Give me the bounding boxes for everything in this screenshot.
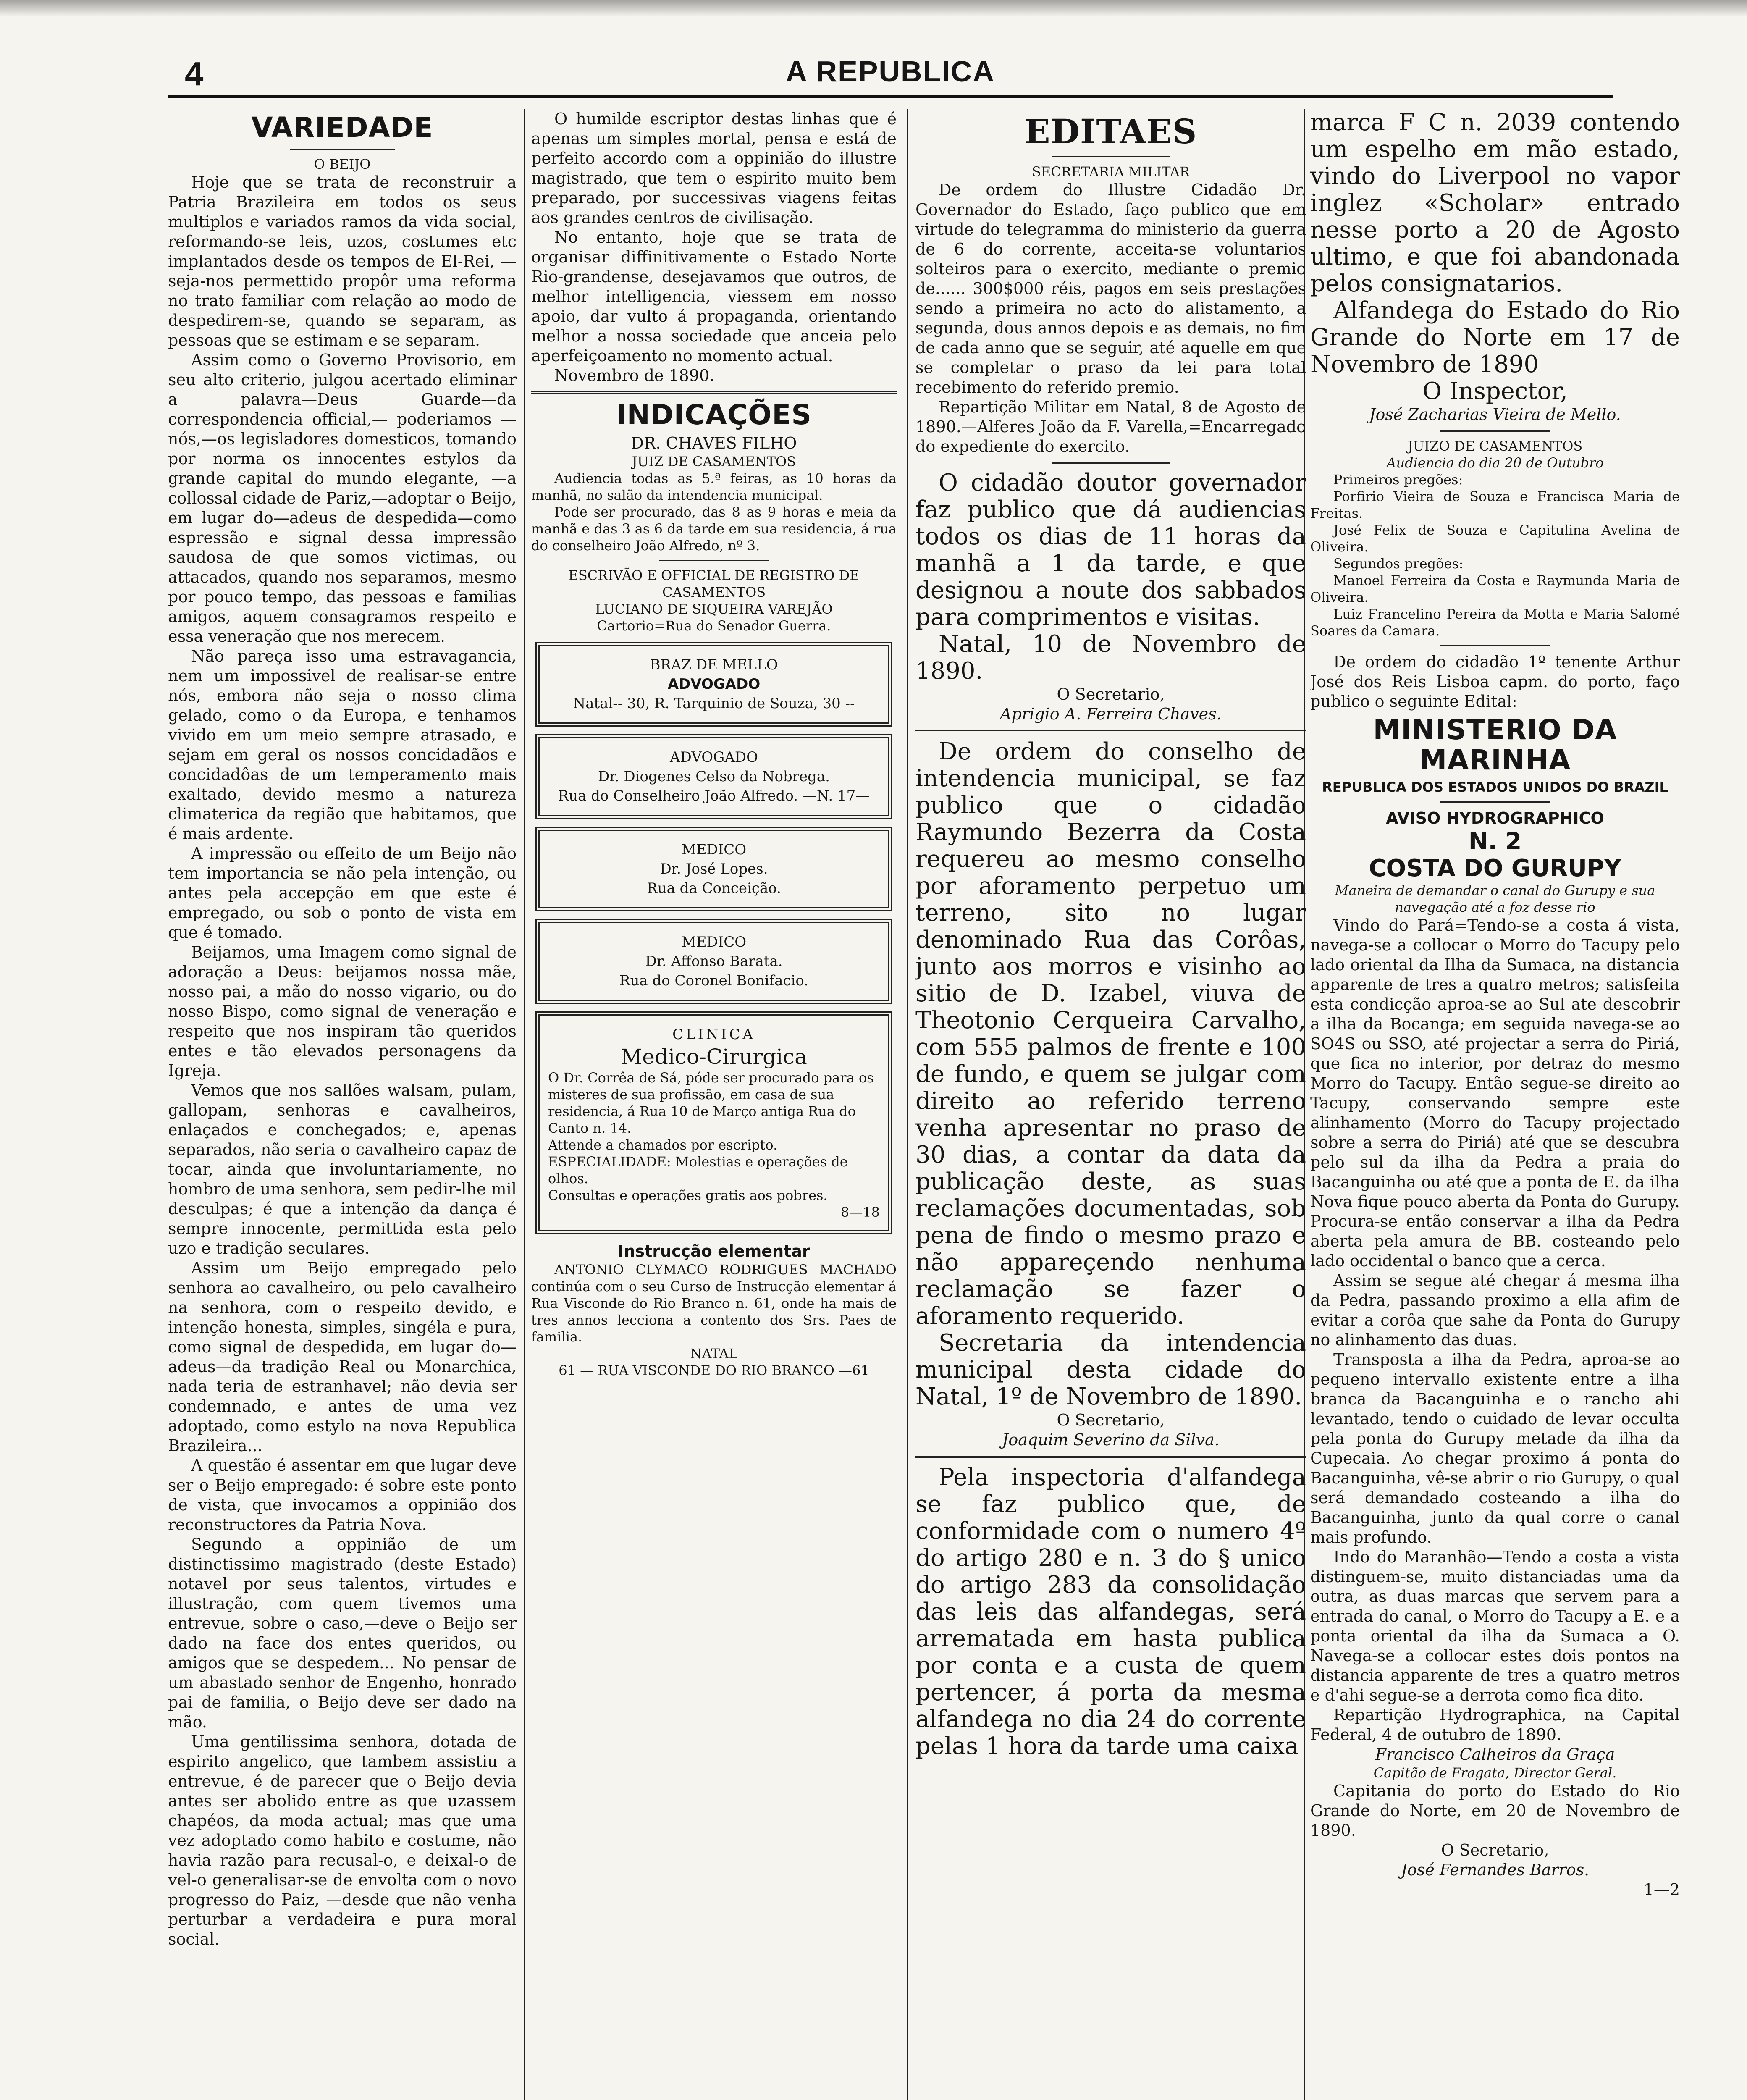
section-subheading: SECRETARIA MILITAR bbox=[1031, 164, 1190, 180]
registrar-office: Cartorio=Rua do Senador Guerra. bbox=[597, 618, 831, 634]
business-card bbox=[535, 919, 892, 1004]
card-address: Natal-- 30, R. Tarquinio de Souza, 30 -- bbox=[573, 695, 855, 712]
registrar-title: ESCRIVÃO E OFFICIAL DE REGISTRO DE CASAMENTOS bbox=[568, 567, 860, 600]
article-paragraph: A impressão ou effeito de um Beijo não tem importancia se não pela intenção, ou antes pela accepção em que este é empregado, ou sob o ponto de vista em que é tomado. bbox=[168, 844, 517, 942]
wedding-line: Porfirio Vieira de Souza e Francisca Maria de Freitas. bbox=[1310, 488, 1680, 521]
wedding-line: Segundos pregões: bbox=[1333, 556, 1464, 572]
header-rule bbox=[168, 94, 1613, 98]
notice-paragraph: Assim se segue até chegar á mesma ilha da Pedra, passando proximo a ella afim de evitar a corôa que sahe da Ponta do Gurupy no alinhamento das duas. bbox=[1310, 1271, 1680, 1349]
article-title: O BEIJO bbox=[314, 156, 371, 172]
article-paragraph: Uma gentilissima senhora, dotada de espirito angelico, que tambem assistiu a entrevue, é de parecer que o Beijo devia antes ser abolido entre as que uzassem chapéos, da moda actual; mas que uma vez adoptado como habito e costume, não havia razão para recusal-o, e deixal-o de vel-o generalisar-se de envolta com o novo progresso do Paiz, —desde que não venha perturbar a verdadeira e pura moral social. bbox=[168, 1732, 517, 1948]
judge-name: DR. CHAVES FILHO bbox=[631, 434, 797, 452]
divider bbox=[1440, 645, 1550, 646]
notice-sign: Repartição Hydrographica, na Capital Federal, 4 de outubro de 1890. bbox=[1310, 1706, 1680, 1744]
article-paragraph: Vemos que nos sallões walsam, pulam, gallopam, senhoras e cavalheiros, enlaçados e conchegados; e, apenas separados, não seria o cavalheiro capaz de tocar, ainda que involuntariamente, no hombro de uma senhora, sem pedir-lhe mil desculpas; é que a intenção da dança é sempre innocente, permittida esta pelo uzo e tradição seculares. bbox=[168, 1081, 517, 1257]
wedding-date: Audiencia do dia 20 de Outubro bbox=[1386, 455, 1604, 471]
divider bbox=[915, 1456, 1306, 1458]
card-address: Rua do Coronel Bonifacio. bbox=[619, 972, 809, 989]
secretary-name: Aprigio A. Ferreira Chaves. bbox=[1000, 705, 1222, 723]
wedding-line: Primeiros pregões: bbox=[1333, 472, 1463, 488]
wedding-line: José Felix de Souza e Capitulina Avelina de Oliveira. bbox=[1310, 522, 1680, 555]
clinic-specialty: ESPECIALIDADE: Molestias e operações de olhos. bbox=[548, 1154, 848, 1186]
card-name: Dr. José Lopes. bbox=[660, 861, 768, 877]
divider bbox=[1440, 430, 1550, 432]
clinic-body: O Dr. Corrêa de Sá, póde ser procurado para os misteres de sua profissão, em casa de sua residencia, á Rua 10 de Março antiga Rua do Canto n. 14. bbox=[548, 1070, 874, 1136]
notice-paragraph: De ordem do conselho de intendencia municipal, se faz publico que o cidadão Raymundo Bezerra da Costa requereu ao mesmo conselho por aforamento perpetuo um terreno, sito no lugar denominado Rua das Corôas, junto aos morros e visinho ao sitio de D. Izabel, viuva de Theotonio Cerqueira Carvalho, com 555 palmos de frente e 100 de fundo, e quem se julgar com direito ao referido terreno venha apresentar no praso de 30 dias, a contar da data da publicação deste, as suas reclamações documentadas, sob pena de findo o mesmo prazo e não appareçendo nenhuma reclamação se fazer o aforamento requerido. bbox=[915, 738, 1306, 1330]
business-card bbox=[535, 827, 892, 911]
notice-paragraph: Vindo do Pará=Tendo-se a costa á vista, navega-se a collocar o Morro do Tacupy pelo lado oriental da Ilha da Sumaca, na distancia apparente de tres a quatro metros; satisfeita esta condicção aproa-se ao Sul ate descobrir a ilha da Bocanga; em seguida navega-se ao SO4S ou SSO, até projectar a serra do Piriá, que fica no interior, por detraz do mesmo Morro do Tacupy. Então segue-se direito ao Tacupy, conservando sempre este alinhamento (Morro do Tacupy projectado sobre a serra do Piriá) até que se descubra pelo sul da ilha da Pedra a praia do Bacanguinha ou até que a ponta de E. da ilha Nova fique pouco aberta da Ponta do Gurupy. Procura-se então conservar a ilha da Pedra aberta pela amura de BB. costeando pelo lado occidental o banco que a cerca. bbox=[1310, 916, 1680, 1270]
article-paragraph: Hoje que se trata de reconstruir a Patria Brazileira em todos os seus multiplos e variados ramos da vida social, reformando-se leis, uzos, costumes etc implantados desde os tempos de El-Rei, —seja-nos permettido propôr uma reforma no trato familiar com relação ao modo de despedirem-se, quando se separam, as pessoas que se estimam e se separam. bbox=[168, 173, 517, 349]
clinic-ref: 8—18 bbox=[840, 1204, 880, 1220]
business-card bbox=[535, 642, 892, 727]
section-heading: VARIEDADE bbox=[251, 111, 433, 144]
wedding-line: Manoel Ferreira da Costa e Raymunda Maria de Oliveira. bbox=[1310, 572, 1680, 605]
column-variedade bbox=[168, 109, 517, 2100]
school-city: NATAL bbox=[690, 1346, 738, 1362]
card-address: Rua do Conselheiro João Alfredo. —N. 17— bbox=[558, 788, 870, 804]
notice-paragraph: marca F C n. 2039 contendo um espelho em mão estado, vindo do Liverpool no vapor inglez «Scholar» entrado nesse porto a 20 de Agosto ultimo, e que foi abandonada pelos consignatarios. bbox=[1310, 109, 1680, 297]
secretary-label: O Secretario, bbox=[1057, 1411, 1165, 1429]
article-paragraph: Segundo a oppinião de um distinctissimo magistrado (deste Estado) notavel por seus talentos, virtudes e illustração, com quem tivemos uma entrevue, sobre o caso,—deve o Beijo ser dado na face dos entes queridos, ou amigos que se despedem... No pensar de um abastado senhor de Engenho, honrado pai de familia, o Beijo deve ser dado na mão. bbox=[168, 1535, 517, 1731]
column-rule bbox=[907, 109, 908, 2100]
section-heading: INDICAÇÕES bbox=[616, 399, 812, 431]
article-paragraph: Não pareça isso uma estravagancia, nem um impossivel de realisar-se entre nós, embora não seja o nosso clima gelado, como o da Europa, e tenhamos vivido em um meio sempre atrasado, e sejam em geral os nossos concidadãos e concidadôas de um temperamento mais exaltado, devido mesmo a natureza climaterica da região que habitamos, que é mais ardente. bbox=[168, 647, 517, 843]
clinic-line: Attende a chamados por escripto. bbox=[548, 1137, 778, 1153]
notice-signer: Francisco Calheiros da Graça bbox=[1375, 1745, 1615, 1764]
article-paragraph: Assim como o Governo Provisorio, em seu alto criterio, julgou acertado eliminar a palavra—Deus Guarde—da correspondencia official,— poderiamos —nós,—os legisladores domesticos, tomando por norma os innocentes estylos da grande capital do mundo elegante, —a collossal cidade de Pariz,—adoptar o Beijo, em lugar do—adeus de despedida—como espressão e signal dessa impressão saudosa de que somos victimas, ou attacados, quando nos separamos, mesmo por pouco tempo, das pessoas e familias amigos, aquem consagramos respeito e essa veneração que nos merecem. bbox=[168, 351, 517, 646]
judge-title: JUIZ DE CASAMENTOS bbox=[632, 454, 796, 470]
notice-paragraph: O cidadão doutor governador faz publico que dá audiencias todos os dias de 11 horas da manhã a 1 da tarde, e que designou a noute dos sabbados para comprimentos e visitas. bbox=[915, 469, 1306, 631]
divider bbox=[531, 391, 897, 394]
school-heading: Instrucção elementar bbox=[618, 1242, 810, 1260]
secretary-label: O Secretario, bbox=[1441, 1841, 1549, 1859]
wedding-title: JUIZO DE CASAMENTOS bbox=[1407, 438, 1583, 454]
notice-date: Natal, 10 de Novembro de 1890. bbox=[915, 630, 1306, 685]
secretary-label: O Secretario, bbox=[1057, 685, 1165, 704]
notice-paragraph: Indo do Maranhão—Tendo a costa a vista distinguem-se, muito distanciadas uma da outra, as duas marcas que servem para a entrada do canal, o Morro do Tacupy a E. e a ponta oriental da ilha da Sumaca a O. Navega-se a collocar estes dois pontos na distancia apparente de tres a quatro metros e d'ahi segue-se a derrota como fica dito. bbox=[1310, 1548, 1680, 1704]
wedding-line: Luiz Francelino Pereira da Motta e Maria Salomé Soares da Camara. bbox=[1310, 606, 1680, 639]
ink-smudge bbox=[0, 0, 1747, 17]
notice-sub: Maneira de demandar o canal do Gurupy e sua navegação até a foz desse rio bbox=[1335, 882, 1655, 915]
clinic-subtitle: Medico-Cirurgica bbox=[621, 1045, 807, 1069]
article-paragraph: A questão é assentar em que lugar deve ser o Beijo empregado: é sobre este ponto de vista, que invocamos a oppinião dos reconstructores da Patria Nova. bbox=[168, 1456, 517, 1534]
notice-ref: 1—2 bbox=[1643, 1880, 1680, 1899]
column-rule bbox=[524, 109, 525, 2100]
notice-paragraph: Pela inspectoria d'alfandega se faz publico que, de conformidade com o numero 4º do artigo 280 e n. 3 do § unico do artigo 283 da consolidação das leis das alfandegas, será arrematada em hasta publica por conta e a custa de quem pertencer, á porta da mesma alfandega no dia 24 do corrente pelas 1 hora da tarde uma caixa bbox=[915, 1464, 1306, 1760]
section-heading: EDITAES bbox=[1024, 112, 1197, 151]
judge-text: Pode ser procurado, das 8 as 9 horas e meia da manhã e das 3 as 6 da tarde em sua residencia, á rua do conselheiro João Alfredo, nº 3. bbox=[531, 504, 897, 554]
page-header bbox=[168, 46, 1613, 97]
divider bbox=[915, 730, 1306, 732]
card-address: Rua da Conceição. bbox=[647, 880, 781, 897]
notice-date: Secretaria da intendencia municipal desta cidade do Natal, 1º de Novembro de 1890. bbox=[915, 1329, 1306, 1410]
card-role: ADVOGADO bbox=[670, 749, 758, 766]
column-notices bbox=[1310, 109, 1680, 2100]
divider bbox=[1052, 156, 1170, 158]
secretary-name: José Fernandes Barros. bbox=[1401, 1861, 1590, 1879]
secretary-name: Joaquim Severino da Silva. bbox=[1002, 1431, 1220, 1449]
card-name: Dr. Affonso Barata. bbox=[645, 953, 783, 970]
divider bbox=[659, 560, 769, 561]
card-role: ADVOGADO bbox=[667, 676, 761, 693]
article-paragraph: Beijamos, uma Imagem como signal de adoração a Deus: beijamos nossa mãe, nosso pai, a mão do nosso vigario, ou do nosso Bispo, como signal de veneração e respeito que nos inspiram tão queridos entes e tão elevados personagens da Igreja. bbox=[168, 943, 517, 1080]
school-text: ANTONIO CLYMACO RODRIGUES MACHADO continúa com o seu Curso de Instrucção elementar á Rua Visconde do Rio Branco n. 61, onde ha mais de tres annos lecciona a contento dos Srs. Paes de familia. bbox=[531, 1262, 897, 1345]
divider bbox=[1440, 801, 1550, 803]
notice-place: Alfandega do Estado do Rio Grande do Norte em 17 de Novembro de 1890 bbox=[1310, 297, 1680, 378]
notice-sign: Repartição Militar em Natal, 8 de Agosto de 1890.—Alferes João da F. Varella,=Encarregado do expediente do exercito. bbox=[915, 398, 1306, 456]
clinic-free: Consultas e operações gratis aos pobres. bbox=[548, 1187, 828, 1203]
newspaper-title: A REPUBLICA bbox=[786, 55, 995, 88]
column-indicacoes bbox=[531, 109, 897, 2100]
ministry-heading: MINISTERIO DA MARINHA bbox=[1373, 714, 1617, 776]
column-editaes bbox=[915, 109, 1306, 2100]
notice-title: AVISO HYDROGRAPHICO bbox=[1386, 809, 1604, 827]
judge-text: Audiencia todas as 5.ª feiras, as 10 horas da manhã, no salão da intendencia municipal. bbox=[531, 470, 897, 503]
article-paragraph: Assim um Beijo empregado pelo senhora ao cavalheiro, ou pelo cavalheiro na senhora, com o respeito devido, e intenção honesta, simples, singéla e pura, como signal de despedida, em lugar do—adeus—da tradição Real ou Monarchica, nada teria de estranhavel; não devia ser condemnado, e antes de uma vez adoptado, como estylo na nova Republica Brazileira... bbox=[168, 1259, 517, 1455]
inspector-label: O Inspector, bbox=[1422, 378, 1568, 405]
article-paragraph: O humilde escriptor destas linhas que é apenas um simples mortal, pensa e está de perfeito accordo com a oppinião do illustre magistrado, que tem o espirito muito bem preparado, por successivas viagens feitas aos grandes centros de civilisação. bbox=[531, 110, 897, 227]
notice-paragraph: Transposta a ilha da Pedra, aproa-se ao pequeno intervallo existente entre a ilha branca da Bacanguinha e o rancho ahi levantado, tendo o cuidado de levar occulta pela ponta do Gurupy metade da ilha da Cupecaia. Ao chegar proximo á ponta do Bacanguinha, vê-se abrir o rio Gurupy, o qual será demandado costeando a ilha do Bacanguinha, junto da qual corre o canal mais profundo. bbox=[1310, 1350, 1680, 1546]
card-role: MEDICO bbox=[681, 841, 747, 858]
business-card bbox=[535, 734, 892, 819]
article-paragraph: No entanto, hoje que se trata de organisar diffinitivamente o Estado Norte Rio-grandense, desejavamos que outros, de melhor intelligencia, viessem em nosso apoio, dar vulto á propaganda, orientando melhor a nossa sociedade que anceia pelo aperfeiçoamento no momento actual. bbox=[531, 228, 897, 365]
ministry-sub: REPUBLICA DOS ESTADOS UNIDOS DO BRAZIL bbox=[1322, 779, 1668, 795]
notice-paragraph: Capitania do porto do Estado do Rio Grande do Norte, em 20 de Novembro de 1890. bbox=[1310, 1782, 1680, 1840]
clinic-ad bbox=[535, 1011, 892, 1234]
card-role: MEDICO bbox=[681, 934, 747, 950]
card-name: Dr. Diogenes Celso da Nobrega. bbox=[598, 768, 830, 785]
notice-paragraph: De ordem do Illustre Cidadão Dr. Governador do Estado, faço publico que em virtude do telegramma do ministerio da guerra de 6 do corrente, acceita-se voluntarios solteiros para o exercito, mediante o premio de...... 300$000 réis, pagos em seis prestações sendo a primeira no acto do alistamento, a segunda, dous annos depois e as demais, no fim de cada anno que se seguir, até aquelle em que se completar o praso da lei para total recebimento do referido premio. bbox=[915, 181, 1306, 396]
notice-paragraph: De ordem do cidadão 1º tenente Arthur José dos Reis Lisboa capm. do porto, faço publico o seguinte Edital: bbox=[1310, 653, 1680, 711]
signoff-date: Novembro de 1890. bbox=[554, 366, 715, 385]
notice-number: N. 2 bbox=[1468, 828, 1522, 855]
registrar-name: LUCIANO DE SIQUEIRA VAREJÃO bbox=[595, 601, 833, 617]
clinic-title: CLINICA bbox=[672, 1026, 755, 1043]
divider bbox=[290, 149, 395, 150]
inspector-name: José Zacharias Vieira de Mello. bbox=[1369, 405, 1621, 424]
school-address: 61 — RUA VISCONDE DO RIO BRANCO —61 bbox=[559, 1362, 869, 1378]
notice-signer-title: Capitão de Fragata, Director Geral. bbox=[1373, 1765, 1617, 1781]
card-name: BRAZ DE MELLO bbox=[650, 656, 778, 673]
page-number: 4 bbox=[185, 55, 204, 92]
notice-place: COSTA DO GURUPY bbox=[1369, 855, 1621, 882]
divider bbox=[1052, 462, 1170, 464]
